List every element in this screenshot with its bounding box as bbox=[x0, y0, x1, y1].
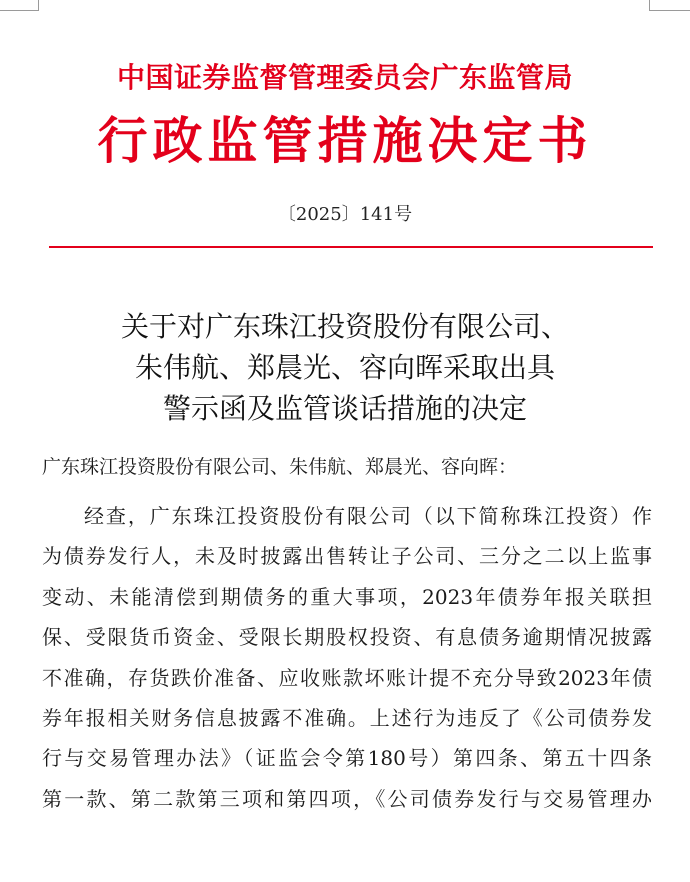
body-paragraph bbox=[42, 496, 652, 819]
body-line: 行与交易管理办法》（证监会令第180号）第四条、第五十四条 bbox=[42, 746, 652, 771]
issuer-name: 中国证券监督管理委员会广东监管局 bbox=[116, 61, 573, 94]
document-type-title: 行政监管措施决定书 bbox=[97, 111, 593, 170]
body-line: 保、受限货币资金、受限长期股权投资、有息债务逾期情况披露 bbox=[42, 625, 652, 650]
page-corner-mark-left bbox=[0, 0, 39, 11]
body-line: 经查，广东珠江投资股份有限公司（以下简称珠江投资）作 bbox=[84, 504, 652, 528]
addressee-line: 广东珠江投资股份有限公司、朱伟航、郑晨光、容向晖： bbox=[42, 456, 518, 478]
decision-title-line: 警示函及监管谈话措施的决定 bbox=[162, 392, 527, 425]
body-line: 券年报相关财务信息披露不准确。上述行为违反了《公司债券发 bbox=[42, 706, 652, 731]
body-line: 不准确，存货跌价准备、应收账款坏账计提不充分导致2023年债 bbox=[42, 665, 652, 690]
page-corner-mark-right bbox=[649, 0, 690, 11]
red-divider-line bbox=[49, 246, 653, 248]
body-line: 为债券发行人，未及时披露出售转让子公司、三分之二以上监事 bbox=[42, 544, 652, 569]
decision-title-line: 关于对广东珠江投资股份有限公司、 bbox=[120, 310, 569, 343]
body-line: 变动、未能清偿到期债务的重大事项，2023年债券年报关联担 bbox=[42, 584, 652, 609]
decision-title-line: 朱伟航、郑晨光、容向晖采取出具 bbox=[134, 351, 555, 384]
body-line: 第一款、第二款第三项和第四项，《公司债券发行与交易管理办 bbox=[42, 786, 652, 811]
decision-title bbox=[0, 306, 690, 429]
document-number: 〔2025〕141号 bbox=[277, 204, 413, 225]
